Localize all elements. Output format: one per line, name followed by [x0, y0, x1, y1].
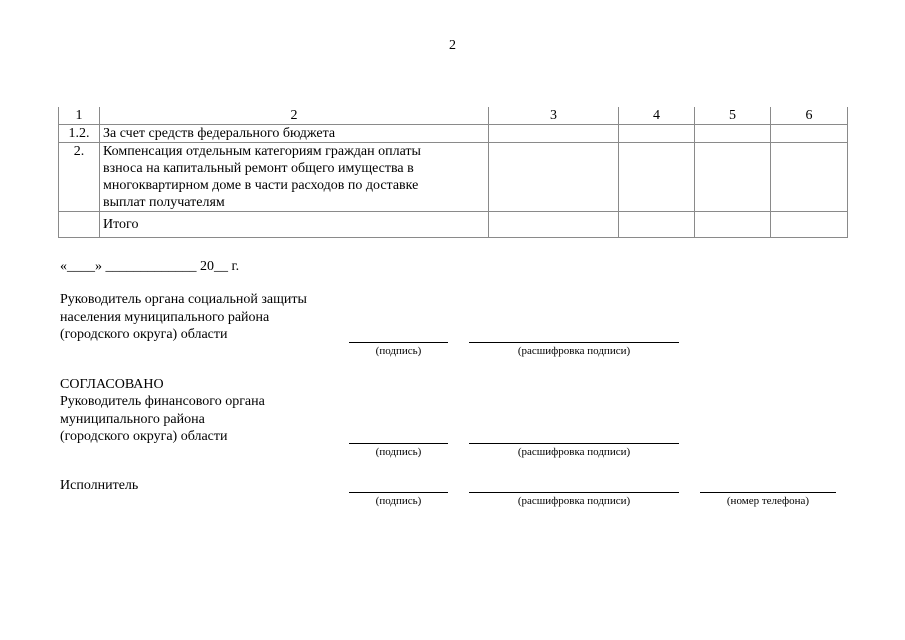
signature-decoding-line — [469, 443, 679, 444]
table-cell — [771, 212, 848, 238]
row-number — [59, 212, 100, 238]
signer-title-line: Руководитель финансового органа — [60, 394, 265, 409]
approved-heading: СОГЛАСОВАНО — [60, 377, 164, 392]
table-cell — [489, 143, 619, 212]
signature-decoding-caption: (расшифровка подписи) — [517, 345, 631, 357]
table-cell — [619, 125, 695, 143]
table-cell — [771, 125, 848, 143]
signer-title-line: муниципального района — [60, 412, 205, 427]
executor-label: Исполнитель — [60, 478, 139, 493]
table-cell — [619, 143, 695, 212]
signature-line — [349, 342, 448, 343]
signature-decoding-caption: (расшифровка подписи) — [517, 446, 631, 458]
table-row — [59, 125, 848, 143]
column-header: 3 — [489, 107, 619, 125]
signature-line — [349, 492, 448, 493]
description-line: взноса на капитальный ремонт общего имущества в — [103, 161, 414, 176]
description-line: многоквартирном доме в части расходов по доставке — [103, 178, 419, 193]
signature-caption: (подпись) — [375, 446, 422, 458]
signature-caption: (подпись) — [375, 345, 422, 357]
report-table — [58, 107, 848, 238]
column-header: 6 — [771, 107, 848, 125]
date-line: «____» _____________ 20__ г. — [60, 259, 240, 274]
signature-decoding-line — [469, 492, 679, 493]
description-line: выплат получателям — [103, 195, 225, 210]
phone-line — [700, 492, 836, 493]
row-description — [100, 143, 489, 212]
signature-decoding-line — [469, 342, 679, 343]
table-row — [59, 143, 848, 212]
table-cell — [695, 125, 771, 143]
table-cell — [619, 212, 695, 238]
table-cell — [489, 212, 619, 238]
table-header-row — [59, 107, 848, 125]
signer-title-line: населения муниципального района — [60, 310, 270, 325]
signature-decoding-caption: (расшифровка подписи) — [517, 495, 631, 507]
row-number: 1.2. — [59, 125, 100, 143]
column-header: 4 — [619, 107, 695, 125]
table-cell — [695, 212, 771, 238]
signer-title-line: Руководитель органа социальной защиты — [60, 292, 307, 307]
row-description: Итого — [100, 212, 489, 238]
column-header: 1 — [59, 107, 100, 125]
signer-title-line: (городского округа) области — [60, 429, 228, 444]
signature-line — [349, 443, 448, 444]
table-cell — [771, 143, 848, 212]
column-header: 2 — [100, 107, 489, 125]
signature-caption: (подпись) — [375, 495, 422, 507]
phone-caption: (номер телефона) — [726, 495, 810, 507]
table-cell — [489, 125, 619, 143]
column-header: 5 — [695, 107, 771, 125]
signer-title-line: (городского округа) области — [60, 327, 228, 342]
row-description: За счет средств федерального бюджета — [100, 125, 489, 143]
table-row-total — [59, 212, 848, 238]
page-number: 2 — [449, 38, 456, 53]
row-number: 2. — [59, 143, 100, 212]
table-cell — [695, 143, 771, 212]
description-line: Компенсация отдельным категориям граждан оплаты — [103, 144, 421, 159]
